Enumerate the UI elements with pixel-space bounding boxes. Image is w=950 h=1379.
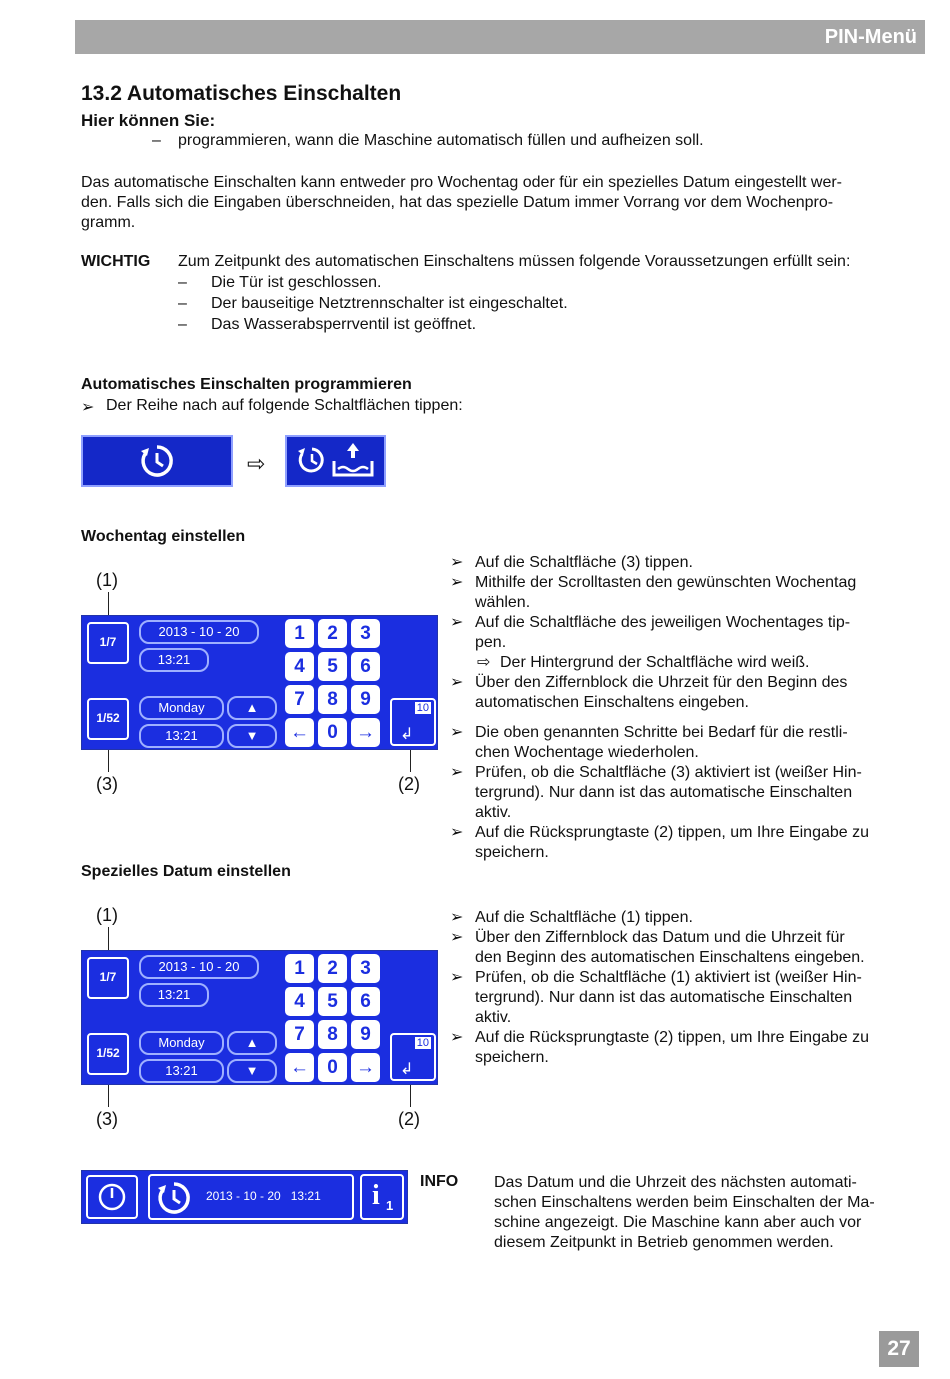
key-8[interactable]: 8 (318, 1020, 347, 1049)
weekday-time-field[interactable]: 13:21 (139, 1059, 224, 1083)
key-left[interactable]: ← (285, 1053, 314, 1082)
time-field[interactable]: 13:21 (139, 648, 209, 672)
result-arrow-icon: ⇨ (477, 654, 491, 671)
paragraph-line: Das automatische Einschalten kann entweder pro Wochentag oder für ein spezielles Datum eingestellt wer- (81, 174, 842, 191)
scroll-down-button[interactable]: ▼ (227, 724, 277, 748)
info-icon: i (372, 1180, 380, 1211)
key-4[interactable]: 4 (285, 987, 314, 1016)
weekday-step: Mithilfe der Scrolltasten den gewünschten Wochentag (475, 574, 857, 591)
key-9[interactable]: 9 (351, 685, 380, 714)
callout-line (108, 1085, 109, 1107)
important-item: Das Wasserabsperrventil ist geöffnet. (211, 316, 477, 333)
callout-3: (3) (96, 774, 118, 794)
timer-icon (156, 1180, 192, 1216)
paragraph-line: den. Falls sich die Eingaben überschneiden, hat das spezielle Datum immer Vorrang vor dem Wochenpro- (81, 194, 834, 211)
weekday-step: chen Wochentage wiederholen. (475, 744, 699, 761)
callout-1: (1) (96, 905, 118, 925)
key-0[interactable]: 0 (318, 718, 347, 747)
weekday-time-field[interactable]: 13:21 (139, 724, 224, 748)
arrow-bullet-icon: ➢ (450, 764, 464, 781)
arrow-bullet-icon: ➢ (450, 554, 464, 571)
return-button[interactable]: 10 ↲ (390, 1033, 436, 1081)
arrow-bullet-icon: ➢ (450, 1029, 464, 1046)
arrow-bullet-icon: ➢ (450, 909, 464, 926)
info-line: schen Einschaltens werden beim Einschalten der Ma- (494, 1194, 875, 1211)
info-line: Das Datum und die Uhrzeit des nächsten automati- (494, 1174, 857, 1191)
date-field[interactable]: 2013 - 10 - 20 (139, 620, 259, 644)
key-7[interactable]: 7 (285, 685, 314, 714)
intro-dash: – (152, 132, 161, 149)
info-button[interactable]: i 1 (360, 1174, 404, 1220)
special-step: aktiv. (475, 1009, 512, 1026)
weekday-step: Auf die Schaltfläche (3) tippen. (475, 554, 693, 571)
special-step: tergrund). Nur dann ist das automatische Einschalten (475, 989, 853, 1006)
status-bar (81, 1170, 408, 1224)
key-right[interactable]: → (351, 1053, 380, 1082)
next-start-display[interactable] (148, 1174, 354, 1220)
key-7[interactable]: 7 (285, 1020, 314, 1049)
key-9[interactable]: 9 (351, 1020, 380, 1049)
key-3[interactable]: 3 (351, 954, 380, 983)
return-button[interactable]: 10 ↲ (390, 698, 436, 746)
callout-2: (2) (398, 1109, 420, 1129)
weekday-field[interactable]: Monday (139, 1031, 224, 1055)
weekday-program-button[interactable]: 1/52 (87, 698, 129, 740)
section-title: 13.2 Automatisches Einschalten (81, 82, 402, 105)
arrow-bullet-icon: ➢ (450, 724, 464, 741)
weekday-program-button[interactable]: 1/52 (87, 1033, 129, 1075)
arrow-bullet-icon: ➢ (450, 929, 464, 946)
timer-icon (139, 443, 175, 479)
info-line: diesem Zeitpunkt in Betrieb genommen werden. (494, 1234, 834, 1251)
date-field[interactable]: 2013 - 10 - 20 (139, 955, 259, 979)
special-step: Auf die Rücksprungtaste (2) tippen, um Ihre Eingabe zu (475, 1029, 869, 1046)
return-arrow-icon: ↲ (400, 726, 414, 743)
weekday-step: Prüfen, ob die Schaltfläche (3) aktiviert ist (weißer Hin- (475, 764, 862, 781)
time-field[interactable]: 13:21 (139, 983, 209, 1007)
weekday-step: Auf die Schaltfläche des jeweiligen Wochentages tip- (475, 614, 851, 631)
weekday-step: Über den Ziffernblock die Uhrzeit für den Beginn des (475, 674, 848, 691)
intro-item: programmieren, wann die Maschine automatisch füllen und aufheizen soll. (178, 132, 704, 149)
weekday-step: Auf die Rücksprungtaste (2) tippen, um Ihre Eingabe zu (475, 824, 869, 841)
auto-on-button[interactable] (81, 435, 233, 487)
dash: – (178, 316, 187, 333)
auto-fill-heat-button[interactable] (285, 435, 386, 487)
key-6[interactable]: 6 (351, 987, 380, 1016)
page-number: 27 (879, 1331, 919, 1367)
callout-1: (1) (96, 570, 118, 590)
weekday-title: Wochentag einstellen (81, 528, 246, 545)
header-bar (75, 20, 925, 54)
power-icon (97, 1182, 127, 1212)
important-label: WICHTIG (81, 253, 151, 270)
important-item: Die Tür ist geschlossen. (211, 274, 382, 291)
weekday-step: pen. (475, 634, 507, 651)
weekday-step: automatischen Einschaltens eingeben. (475, 694, 749, 711)
arrow-bullet-icon: ➢ (81, 399, 95, 416)
intro-label: Hier können Sie: (81, 111, 216, 130)
arrow-bullet-icon: ➢ (450, 674, 464, 691)
callout-line (410, 750, 411, 772)
programming-title: Automatisches Einschalten programmieren (81, 376, 412, 393)
touch-screen-weekday (81, 615, 438, 750)
special-step: den Beginn des automatischen Einschaltens eingeben. (475, 949, 865, 966)
key-2[interactable]: 2 (318, 954, 347, 983)
next-arrow-icon: ⇨ (247, 451, 266, 476)
weekday-step: wählen. (475, 594, 531, 611)
key-4[interactable]: 4 (285, 652, 314, 681)
arrow-bullet-icon: ➢ (450, 574, 464, 591)
programming-step: Der Reihe nach auf folgende Schaltflächen tippen: (106, 397, 463, 414)
weekday-result: Der Hintergrund der Schaltfläche wird weiß. (500, 654, 810, 671)
key-1[interactable]: 1 (285, 619, 314, 648)
scroll-down-button[interactable]: ▼ (227, 1059, 277, 1083)
scroll-up-button[interactable]: ▲ (227, 1031, 277, 1055)
return-arrow-icon: ↲ (400, 1061, 414, 1078)
paragraph-line: gramm. (81, 214, 136, 231)
callout-3: (3) (96, 1109, 118, 1129)
touch-screen-special (81, 950, 438, 1085)
dash: – (178, 274, 187, 291)
key-right[interactable]: → (351, 718, 380, 747)
timer-tank-icon (294, 441, 378, 481)
scroll-up-button[interactable]: ▲ (227, 696, 277, 720)
info-label: INFO (420, 1173, 459, 1190)
key-1[interactable]: 1 (285, 954, 314, 983)
key-5[interactable]: 5 (318, 987, 347, 1016)
special-step: Über den Ziffernblock das Datum und die Uhrzeit für (475, 929, 845, 946)
weekday-step: speichern. (475, 844, 549, 861)
weekday-step: Die oben genannten Schritte bei Bedarf für die restli- (475, 724, 848, 741)
key-6[interactable]: 6 (351, 652, 380, 681)
dash: – (178, 295, 187, 312)
key-5[interactable]: 5 (318, 652, 347, 681)
special-date-button[interactable]: 1/7 (87, 957, 129, 999)
special-date-button[interactable]: 1/7 (87, 622, 129, 664)
header-title: PIN-Menü (824, 26, 917, 48)
weekday-step: tergrund). Nur dann ist das automatische Einschalten (475, 784, 853, 801)
special-step: speichern. (475, 1049, 549, 1066)
key-3[interactable]: 3 (351, 619, 380, 648)
key-2[interactable]: 2 (318, 619, 347, 648)
info-line: schine angezeigt. Die Maschine kann aber auch vor (494, 1214, 862, 1231)
key-8[interactable]: 8 (318, 685, 347, 714)
key-left[interactable]: ← (285, 718, 314, 747)
special-step: Prüfen, ob die Schaltfläche (1) aktiviert ist (weißer Hin- (475, 969, 862, 986)
power-button[interactable] (86, 1175, 138, 1219)
key-0[interactable]: 0 (318, 1053, 347, 1082)
weekday-field[interactable]: Monday (139, 696, 224, 720)
callout-line (410, 1085, 411, 1107)
next-start-text: 2013 - 10 - 20 13:21 (206, 1189, 321, 1203)
special-title: Spezielles Datum einstellen (81, 863, 291, 880)
arrow-bullet-icon: ➢ (450, 614, 464, 631)
arrow-bullet-icon: ➢ (450, 824, 464, 841)
important-item: Der bauseitige Netztrennschalter ist eingeschaltet. (211, 295, 568, 312)
callout-2: (2) (398, 774, 420, 794)
special-step: Auf die Schaltfläche (1) tippen. (475, 909, 693, 926)
arrow-bullet-icon: ➢ (450, 969, 464, 986)
important-text: Zum Zeitpunkt des automatischen Einschaltens müssen folgende Voraussetzungen erfüllt sein: (178, 253, 851, 270)
weekday-step: aktiv. (475, 804, 512, 821)
callout-line (108, 750, 109, 772)
